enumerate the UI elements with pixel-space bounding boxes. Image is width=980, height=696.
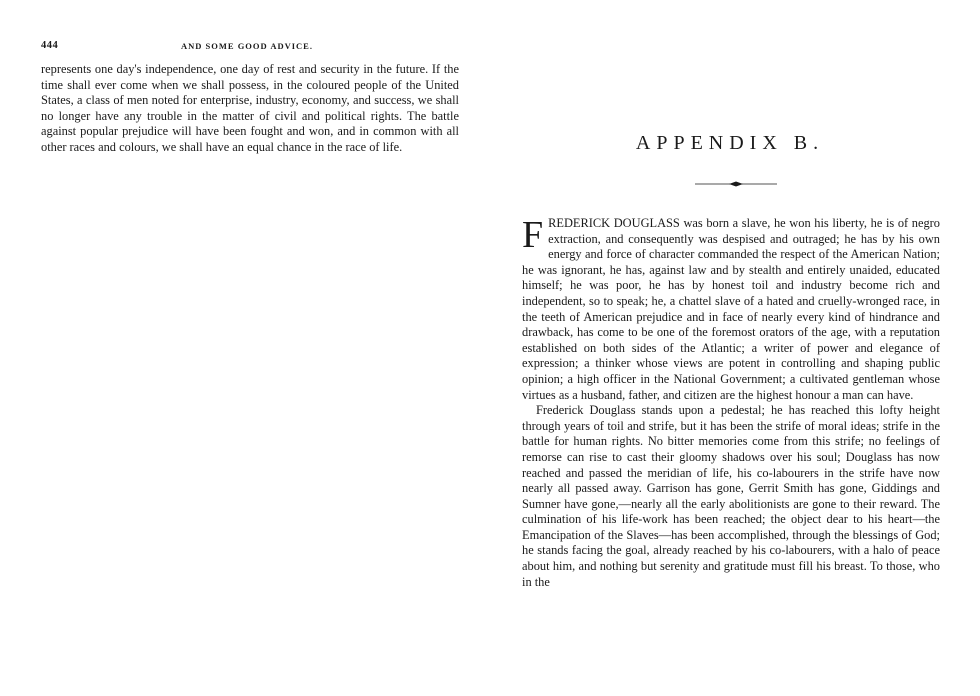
right-page [490, 0, 980, 696]
appendix-title: APPENDIX B. [635, 132, 825, 154]
paragraph-2: Frederick Douglass stands upon a pedestal; he has reached this lofty height through years of toil and strife, but it has been the strife of moral ideas; strife in the battle for human rights. No bitter memories come from this strife; no feelings of remorse can rise to cast their gloomy shadows over his soul; Douglass has now reached and passed the meridian of life, his co-labourers in the strife have now nearly all passed away. Garrison has gone, Gerrit Smith has gone, Giddings and Sumner have gone,—nearly all the early abolitionists are gone to their reward. The culmination of his life-work has been reached; the object dear to his heart—the Emancipation of the Slaves—has been accomplished, through the blessings of God; he stands facing the goal, already reached by his co-labourers, with a halo of peace about him, and nothing but serenity and gratitude must fill his breast. To those, who in the [522, 403, 940, 589]
left-paragraph: represents one day's independence, one day of rest and security in the future. If the time shall ever come when we shall possess, in the coloured people of the United States, a class of men noted for enterprise, industry, economy, and success, we shall no longer have any trouble in the matter of civil and political rights. The battle against popular prejudice will have been fought and won, and in common with all other races and colours, we shall have an equal chance in the race of life. [41, 62, 459, 154]
appendix-body [522, 216, 940, 590]
paragraph-1-text: REDERICK DOUGLASS was born a slave, he won his liberty, he is of negro extraction, and consequently was despised and outraged; he has by his own energy and force of character commanded the respect of the American Nation; he was ignorant, he has, against law and by stealth and entirely unaided, educated himself; he was poor, he has by honest toil and industry become rich and independent, so to speak; he, a chattel slave of a hated and cruelly-wronged race, in the teeth of American prejudice and in face of nearly every kind of hindrance and drawback, has come to be one of the foremost orators of the age, with a reputation established on both sides of the Atlantic; a writer of power and elegance of expression; a thinker whose views are potent in controlling and shaping public opinion; a high officer in the National Government; a cultivated gentleman whose virtues as a husband, father, and citizen are the highest honour a man can have. [522, 216, 940, 402]
paragraph-1 [522, 216, 940, 403]
running-head-title: AND SOME GOOD ADVICE. [181, 41, 313, 51]
ornament-rule-icon [695, 180, 777, 188]
drop-cap: F [522, 214, 544, 256]
page-number: 444 [41, 40, 59, 51]
running-head [41, 40, 459, 54]
